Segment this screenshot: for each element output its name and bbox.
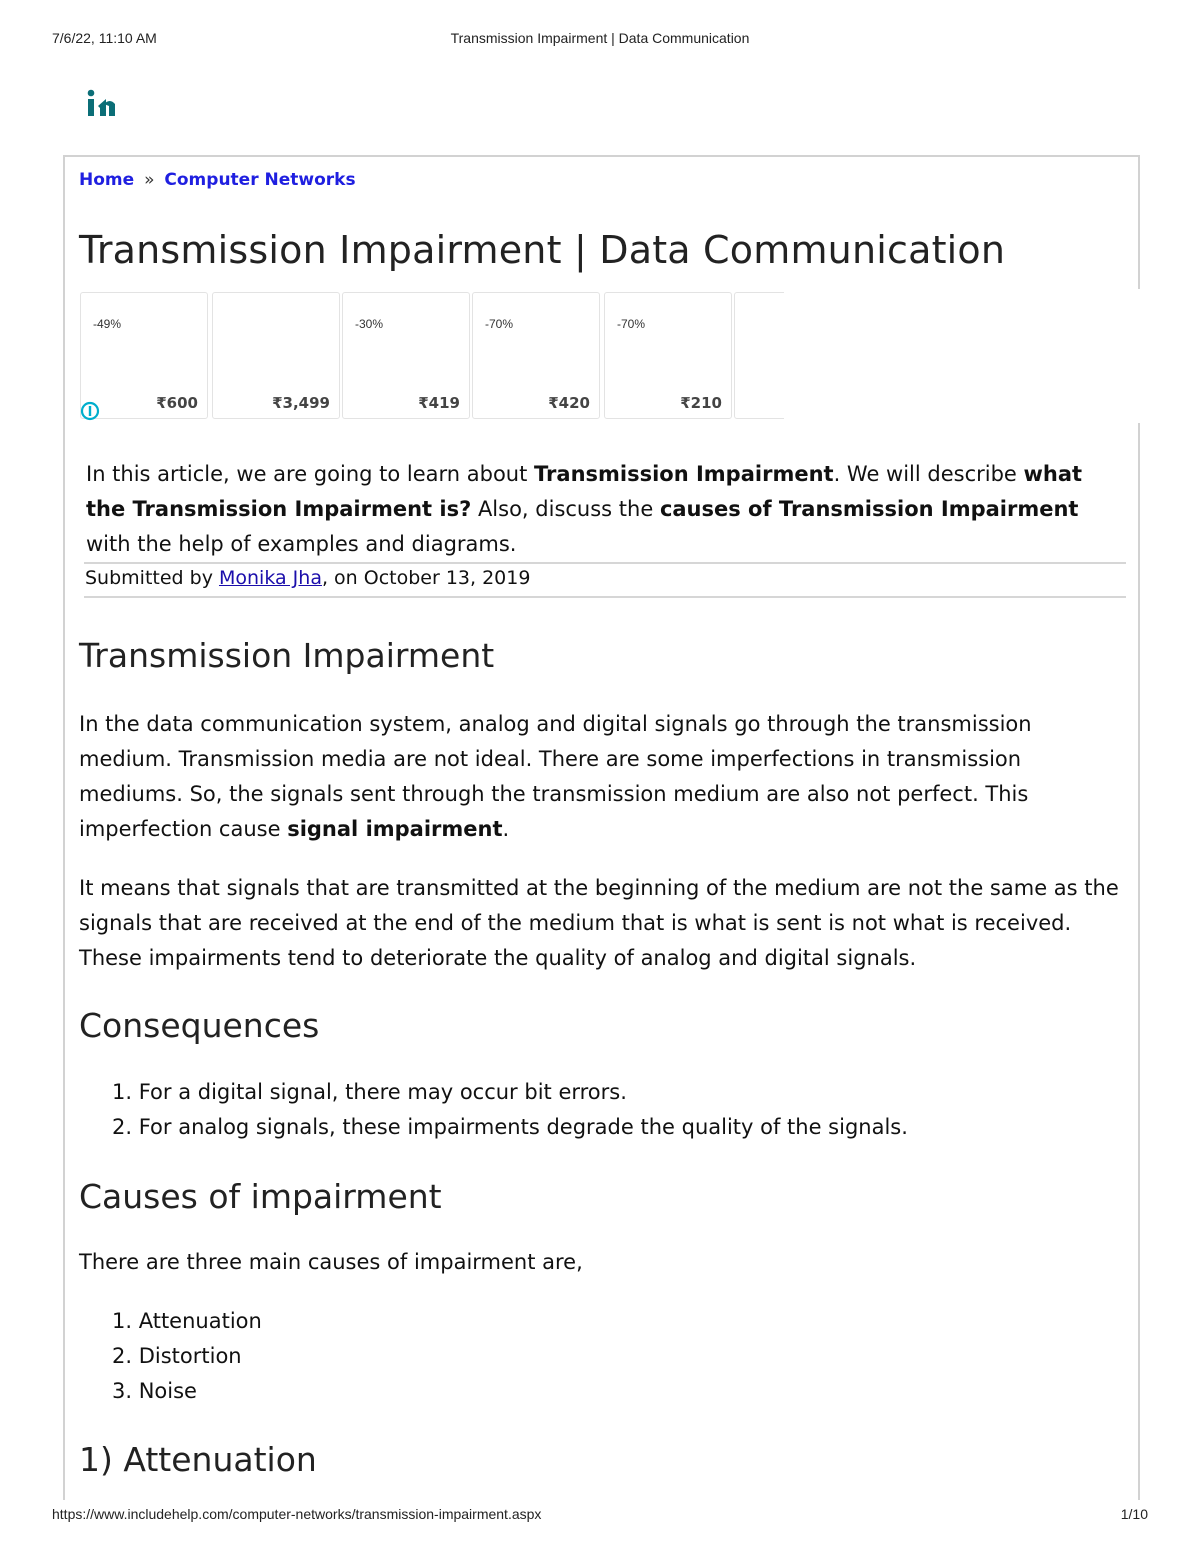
ad-carousel[interactable] — [80, 292, 784, 419]
ad-discount: -70% — [617, 317, 646, 331]
breadcrumb-home-link[interactable]: Home — [79, 170, 135, 190]
list-item: 1. Attenuation — [112, 1309, 262, 1333]
print-datetime: 7/6/22, 11:10 AM — [52, 30, 157, 46]
print-header — [0, 30, 1200, 50]
breadcrumb-section-link[interactable]: Computer Networks — [164, 170, 356, 190]
list-item: 3. Noise — [112, 1379, 197, 1403]
author-link[interactable]: Monika Jha — [218, 567, 322, 589]
print-url: https://www.includehelp.com/computer-networks/transmission-impairment.aspx — [52, 1506, 542, 1522]
page-number: 1/10 — [1120, 1506, 1148, 1522]
list-item: 2. Distortion — [112, 1344, 242, 1368]
article-intro: In this article, we are going to learn about Transmission Impairment. We will describe what the Transmission Impairment is? Also, discuss the causes of Transmission Impairment with the help of examples and diagrams. — [86, 462, 1083, 556]
print-footer — [0, 1506, 1200, 1526]
paragraph-definition: In the data communication system, analog and digital signals go through the transmission medium. Transmission media are not ideal. There are some imperfections in transmission mediums. So, the signals sent through the transmission medium are also not perfect. This imperfection cause signal impairment. — [79, 712, 1032, 841]
breadcrumb — [79, 170, 356, 190]
ad-discount: -49% — [93, 317, 122, 331]
ad-price: ₹420 — [548, 394, 590, 412]
includehelp-logo-icon[interactable] — [82, 84, 122, 124]
causes-intro: There are three main causes of impairment are, — [79, 1250, 583, 1274]
ad-discount: -30% — [355, 317, 384, 331]
ad-price: ₹419 — [418, 394, 460, 412]
section-heading-transmission-impairment: Transmission Impairment — [79, 636, 495, 675]
ad-price: ₹600 — [156, 394, 198, 412]
section-heading-causes: Causes of impairment — [79, 1177, 442, 1216]
info-icon[interactable] — [80, 401, 100, 421]
ad-price: ₹210 — [680, 394, 722, 412]
breadcrumb-separator: » — [144, 170, 155, 190]
ad-card[interactable] — [472, 292, 600, 419]
list-item: 2. For analog signals, these impairments degrade the quality of the signals. — [112, 1115, 908, 1139]
ad-card[interactable] — [734, 292, 784, 419]
causes-list — [112, 1304, 262, 1409]
byline-box — [84, 562, 1126, 598]
print-title: Transmission Impairment | Data Communication — [450, 30, 750, 46]
ad-card[interactable] — [342, 292, 470, 419]
ad-card[interactable] — [212, 292, 340, 419]
page-title: Transmission Impairment | Data Communication — [79, 228, 1006, 272]
ad-card[interactable] — [604, 292, 732, 419]
paragraph-meaning: It means that signals that are transmitted at the beginning of the medium are not the same as the signals that are received at the end of the medium that is what is sent is not what is received. These impairments tend to deteriorate the quality of analog and digital signals. — [79, 876, 1119, 970]
ad-discount: -70% — [485, 317, 514, 331]
consequences-list — [112, 1075, 908, 1145]
section-heading-consequences: Consequences — [79, 1006, 320, 1045]
section-heading-attenuation: 1) Attenuation — [79, 1440, 317, 1479]
ad-card[interactable] — [80, 292, 208, 419]
ad-price: ₹3,499 — [272, 394, 330, 412]
list-item: 1. For a digital signal, there may occur bit errors. — [112, 1080, 627, 1104]
byline: Submitted by Monika Jha, on October 13, 2019 — [85, 567, 531, 589]
